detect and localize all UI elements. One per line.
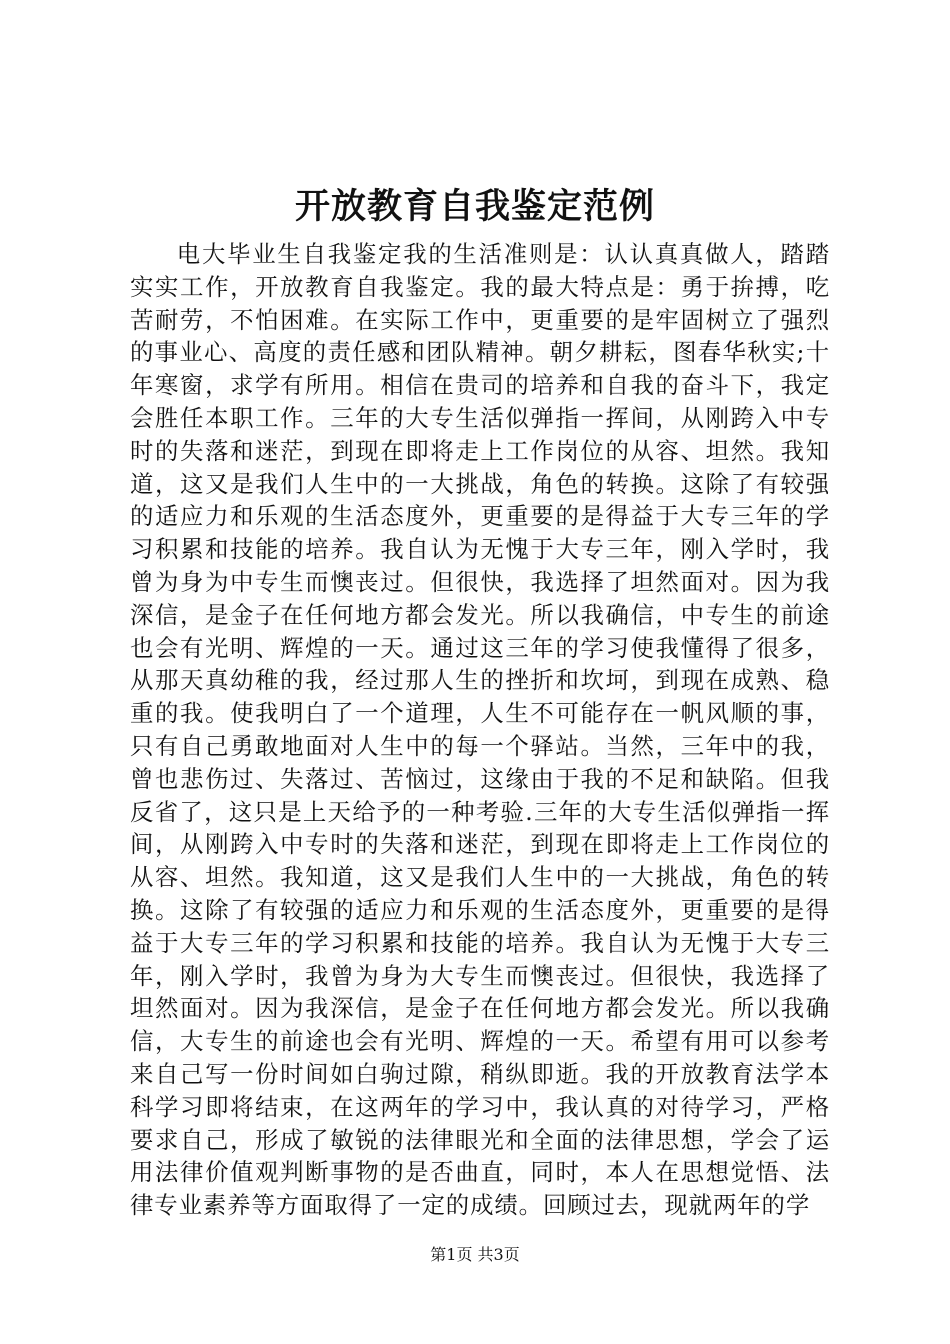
page-footer: 第1页 共3页: [430, 1245, 520, 1264]
body-paragraph: 电大毕业生自我鉴定我的生活准则是：认认真真做人，踏踏实实工作，开放教育自我鉴定。我的最大特点是：勇于拚搏，吃苦耐劳，不怕困难。在实际工作中，更重要的是牢固树立了强烈的事业心、高度的责任感和团队精神。朝夕耕耘，图春华秋实;十年寒窗，求学有所用。相信在贵司的培养和自我的奋斗下，我定会胜任本职工作。三年的大专生活似弹指一挥间，从刚跨入中专时的失落和迷茫，到现在即将走上工作岗位的从容、坦然。我知道，这又是我们人生中的一大挑战，角色的转换。这除了有较强的适应力和乐观的生活态度外，更重要的是得益于大专三年的学习积累和技能的培养。我自认为无愧于大专三年，刚入学时，我曾为身为中专生而懊丧过。但很快，我选择了坦然面对。因为我深信，是金子在任何地方都会发光。所以我确信，中专生的前途也会有光明、辉煌的一天。通过这三年的学习使我懂得了很多，从那天真幼稚的我，经过那人生的挫折和坎坷，到现在成熟、稳重的我。使我明白了一个道理，人生不可能存在一帆风顺的事，只有自己勇敢地面对人生中的每一个驿站。当然，三年中的我，曾也悲伤过、失落过、苦恼过，这缘由于我的不足和缺陷。但我反省了，这只是上天给予的一种考验.三年的大专生活似弹指一挥间，从刚跨入中专时的失落和迷茫，到现在即将走上工作岗位的从容、坦然。我知道，这又是我们人生中的一大挑战，角色的转换。这除了有较强的适应力和乐观的生活态度外，更重要的是得益于大专三年的学习积累和技能的培养。我自认为无愧于大专三年，刚入学时，我曾为身为大专生而懊丧过。但很快，我选择了坦然面对。因为我深信，是金子在任何地方都会发光。所以我确信，大专生的前途也会有光明、辉煌的一天。希望有用可以参考来自己写一份时间如白驹过隙，稍纵即逝。我的开放教育法学本科学习即将结束，在这两年的学习中，我认真的对待学习，严格要求自己，形成了敏锐的法律眼光和全面的法律思想，学会了运用法律价值观判断事物的是否曲直，同时，本人在思想觉悟、法律专业素养等方面取得了一定的成绩。回顾过去，现就两年的学: [130, 240, 830, 1220]
document-title: 开放教育自我鉴定范例: [294, 187, 655, 227]
